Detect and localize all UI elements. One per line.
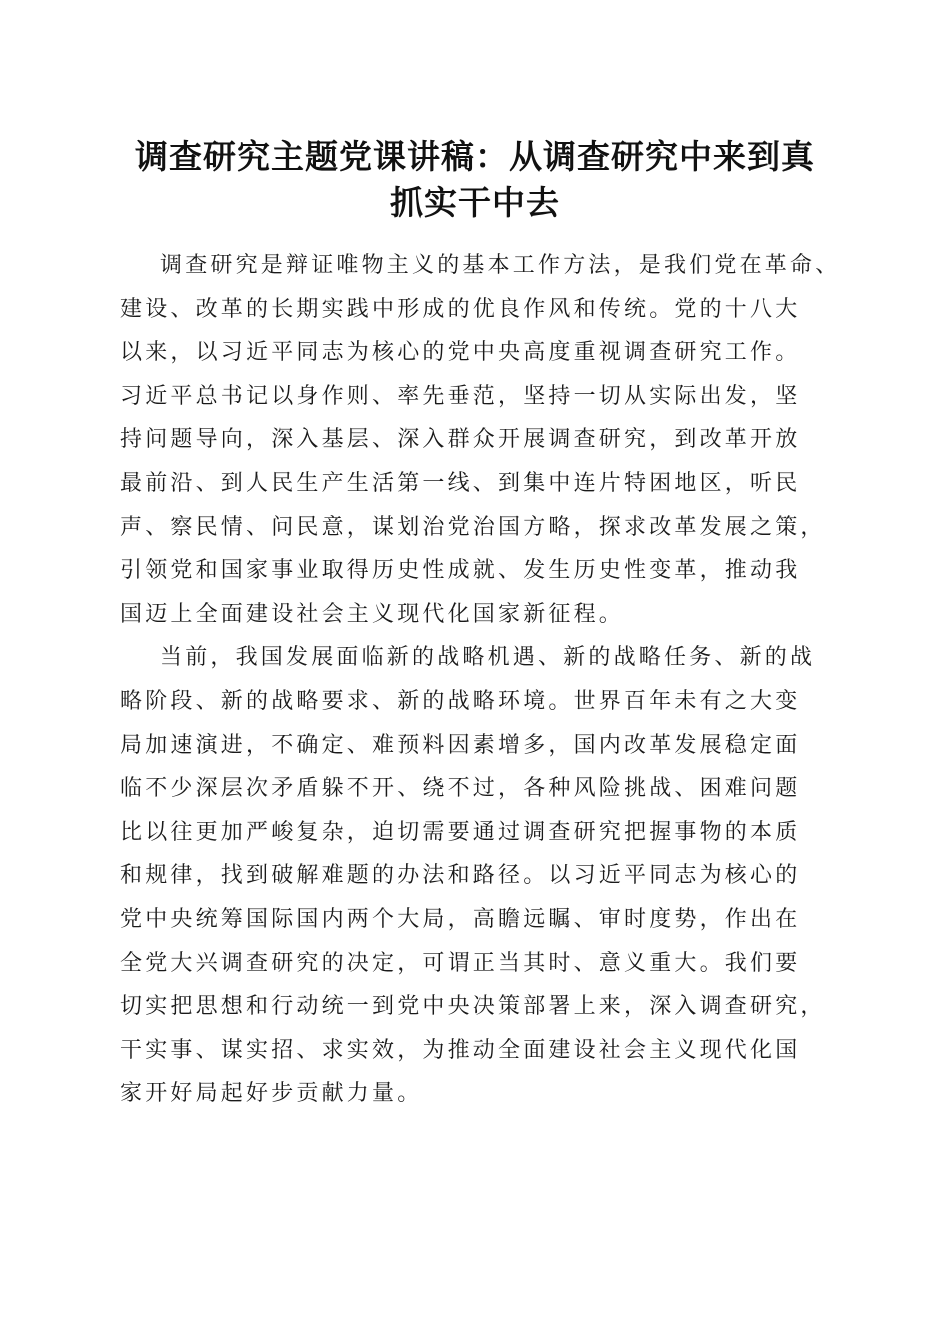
text-line: 局加速演进，不确定、难预料因素增多，国内改革发展稳定面 [120, 732, 801, 758]
text-line: 以来，以习近平同志为核心的党中央高度重视调查研究工作。 [120, 340, 801, 366]
body-text [120, 244, 841, 1116]
page-title [110, 134, 840, 226]
text-line: 比以往更加严峻复杂，迫切需要通过调查研究把握事物的本质 [120, 819, 801, 845]
text-line: 切实把思想和行动统一到党中央决策部署上来，深入调查研究， [120, 994, 826, 1020]
text-line: 干实事、谋实招、求实效，为推动全面建设社会主义现代化国 [120, 1037, 801, 1063]
text-line: 和规律，找到破解难题的办法和路径。以习近平同志为核心的 [120, 863, 801, 889]
text-line: 声、察民情、问民意，谋划治党治国方略，探求改革发展之策， [120, 514, 826, 540]
text-line: 党中央统筹国际国内两个大局，高瞻远瞩、审时度势，作出在 [120, 906, 801, 932]
text-line: 建设、改革的长期实践中形成的优良作风和传统。党的十八大 [120, 296, 801, 322]
title-line: 抓实干中去 [390, 183, 560, 222]
text-line: 当前，我国发展面临新的战略机遇、新的战略任务、新的战 [160, 645, 816, 671]
text-line: 习近平总书记以身作则、率先垂范，坚持一切从实际出发，坚 [120, 383, 801, 409]
text-line: 略阶段、新的战略要求、新的战略环境。世界百年未有之大变 [120, 688, 801, 714]
text-line: 最前沿、到人民生产生活第一线、到集中连片特困地区，听民 [120, 470, 801, 496]
title-line: 调查研究主题党课讲稿：从调查研究中来到真 [135, 137, 815, 176]
text-line: 引领党和国家事业取得历史性成就、发生历史性变革，推动我 [120, 558, 801, 584]
paragraph-1 [120, 244, 841, 636]
paragraph-2 [120, 636, 830, 1116]
text-line: 临不少深层次矛盾躲不开、绕不过，各种风险挑战、困难问题 [120, 776, 801, 802]
text-line: 家开好局起好步贡献力量。 [120, 1081, 423, 1107]
text-line: 持问题导向，深入基层、深入群众开展调查研究，到改革开放 [120, 427, 801, 453]
text-line: 国迈上全面建设社会主义现代化国家新征程。 [120, 601, 625, 627]
text-line: 调查研究是辩证唯物主义的基本工作方法，是我们党在革命、 [160, 253, 841, 278]
text-line: 全党大兴调查研究的决定，可谓正当其时、意义重大。我们要 [120, 950, 801, 976]
